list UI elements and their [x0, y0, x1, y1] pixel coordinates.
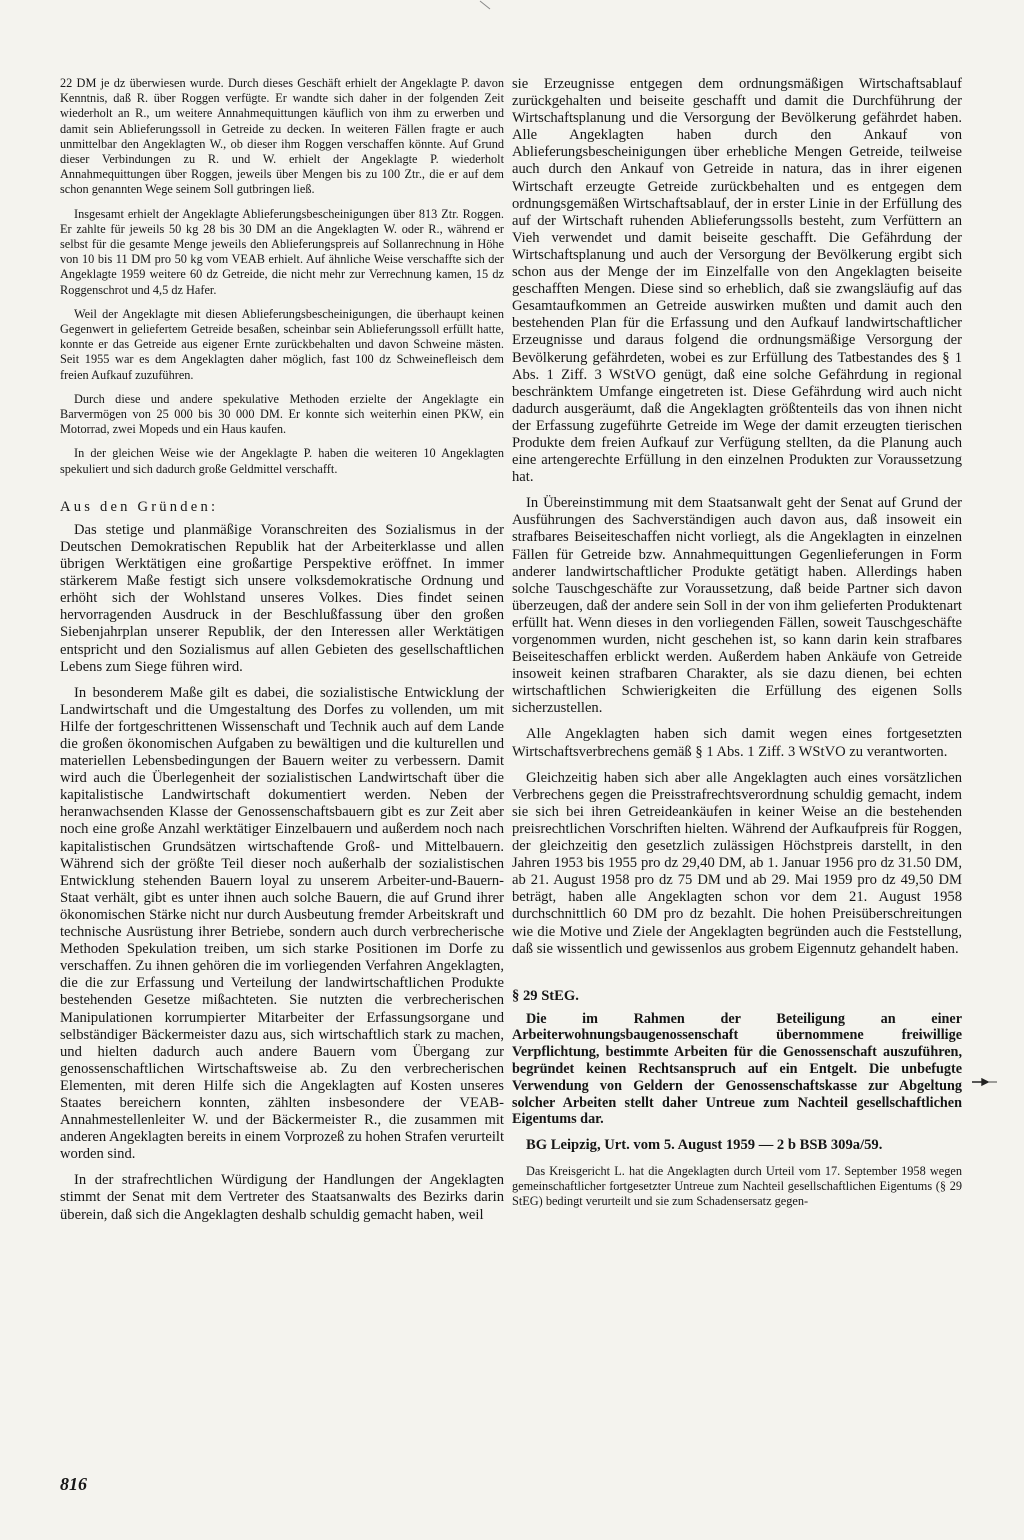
right-column-paragraph: Gleichzeitig haben sich aber alle Angeklagten auch eines vorsätzlichen Verbrechens gegen die Preisstrafrechtsverordnung schuldig gemacht, indem sie sich bei ihren Getreideankäufen in keiner Weise an die bestehenden preisrechtlichen Vorschriften hielten. Während der Aufkaufpreis für Roggen, der gleichzeitig den gesetzlich zulässigen Höchstpreis darstellt, in den Jahren 1953 bis 1955 pro dz 29,40 DM, ab 1. Januar 1956 pro dz 31.50 DM, ab 21. August 1958 pro dz 75 DM und ab 29. Mai 1959 pro dz 49,50 DM beträgt, haben alle Angeklagten schon vor dem 21. August 1958 durchschnittlich 60 DM pro dz bezahlt. Die hohen Preisüberschreitungen wie die Motive und Ziele der Angeklagten begründen auch die Feststellung, daß sie wissentlich und gewissenlos aus grobem Eigennutz gehandelt haben. [512, 769, 962, 957]
margin-arrow-icon [972, 1078, 998, 1088]
law-reference-heading: § 29 StEG. [512, 987, 579, 1004]
left-column-paragraph: Insgesamt erhielt der Angeklagte Ablieferungsbescheinigungen über 813 Ztr. Roggen. Er zahlte für jeweils 50 kg 28 bis 30 DM an die Angeklagten W. oder R., während er selbst für die gesamte Menge jeweils den Ablieferungspreis auf Sollanrechnung in Höhe von 10 bis 11 DM pro 50 kg vom VEAB erhielt. Auf ähnliche Weise verschaffte sich der Angeklagte 1959 weitere 60 dz Getreide, die nicht mehr zur Verrechnung kamen, 15 dz Roggenschrot und 4,5 dz Hafer. [60, 206, 504, 297]
right-column-paragraph: sie Erzeugnisse entgegen dem ordnungsmäßigen Wirtschaftsablauf zurückgehalten und beiseite geschafft und damit die Durchführung der Wirtschaftsplanung und die Versorgung der Bevölkerung gefährdet haben. Alle Angeklagten haben durch den Ankauf von Ablieferungsbescheinigungen über erhebliche Mengen Getreide, teilweise auch durch den Ankauf von Getreide in natura, das in ihrer eigenen Wirtschaft erzeugte Getreide zurückbehalten und es entgegen dem ordnungsgemäßen Wirtschaftsablauf, der in erster Linie in der Erfüllung des auf der Wirtschaft ruhenden Ablieferungssolls besteht, zum Verfüttern an Vieh verwendet und damit beiseite geschafft. Die Gefährdung der Wirtschaftsplanung und auch der Versorgung der Bevölkerung ergibt sich schon aus der Menge der im Einzelfalle von den Angeklagten beiseite geschafften Mengen. Diese sind so erheblich, daß sie zwangsläufig auf das Gesamtaufkommen an Getreide auswirken mußten und damit auch den bestehenden Plan für die Erfassung und den Aufkauf landwirtschaftlicher Erzeugnisse und daraus folgend die ordnungsmäßige Versorgung der Bevölkerung gefährdeten, wobei es zur Erfüllung des Tatbestandes des § 1 Abs. 1 Ziff. 3 WStVO genügt, daß eine solche Gefährdung in regional beschränktem Umfange eingetreten ist. Diese Gefährdung wird auch nicht dadurch ausgeräumt, daß die Angeklagten größtenteils das von ihnen nicht der Erfassung zugeführte Getreide im Wege der damit erzeugten tierischen Produkte dem freien Aufkauf zur Verfügung stellten, da die Planung auch eine artengerechte Erfüllung in den einzelnen Produkten zur Voraussetzung hat. [512, 76, 962, 486]
left-column-paragraph: 22 DM je dz überwiesen wurde. Durch dieses Geschäft erhielt der Angeklagte P. davon Kenntnis, daß R. über Roggen verfügte. Er wandte sich daher in der folgenden Zeit wiederholt an R., um weitere Annahmequittungen käuflich von ihm zu erwerben und damit sein Ablieferungssoll in Getreide zu decken. In weiteren Fällen fragte er auch unmittelbar den Angeklagten W., ob dieser ihm Roggen verschaffen könnte. Auf Grund dieser Verbindungen zu R. und W. erhielt der Angeklagte P. wiederholt Annahmequittungen über Roggen, jeweils über Mengen bis zu 100 Ztr., die er auf dem schon genannten Wege seinem Soll gutbringen ließ. [60, 76, 504, 197]
left-column-paragraph: Durch diese und andere spekulative Methoden erzielte der Angeklagte ein Barvermögen von 25 000 bis 30 000 DM. Er konnte sich weiterhin einen PKW, ein Motorrad, zwei Mopeds und ein Haus kaufen. [60, 391, 504, 437]
court-citation: BG Leipzig, Urt. vom 5. August 1959 — 2 b BSB 309a/59. [526, 1137, 883, 1154]
page-number: 816 [60, 1474, 87, 1494]
right-column-paragraph: Alle Angeklagten haben sich damit wegen eines fortgesetzten Wirtschaftsverbrechens gemäß § 1 Abs. 1 Ziff. 3 WStVO zu verantworten. [512, 726, 962, 760]
left-column-paragraph: In der strafrechtlichen Würdigung der Handlungen der Angeklagten stimmt der Senat mit dem Vertreter des Staatsanwalts des Bezirks darin überein, daß sich die Angeklagten deshalb schuldig gemacht haben, weil [60, 1172, 504, 1223]
left-column-paragraph: Das stetige und planmäßige Voranschreiten des Sozialismus in der Deutschen Demokratischen Republik hat der Arbeiterklasse und allen übrigen Werktätigen eine großartige Perspektive eröffnet. In immer stärkerem Maße festigt sich unsere volksdemokratische Ordnung und erhöht sich der Wohlstand unseres Volkes. Dies findet seinen hervorragenden Ausdruck in der Beschlußfassung über den großen Siebenjahrplan unserer Republik, der den Interessen aller Werktätigen entspricht und den Sozialismus auf allen Gebieten des gesellschaftlichen Lebens zum Siege führen wird. [60, 521, 504, 675]
scan-mark [478, 0, 492, 10]
left-column-paragraph: In der gleichen Weise wie der Angeklagte P. haben die weiteren 10 Angeklagten spekuliert und sich dadurch große Geldmittel verschafft. [60, 446, 504, 476]
right-column [512, 76, 962, 1218]
right-column-paragraph: In Übereinstimmung mit dem Staatsanwalt geht der Senat auf Grund der Ausführungen des Sachverständigen auch davon aus, daß insoweit ein strafbares Beiseiteschaffen nicht vorliegt, als die Angeklagten in einzelnen Fällen für Getreide bzw. Annahmequittungen Gegenlieferungen in Form anderer landwirtschaftlicher Produkte getätigt haben. Allerdings haben solche Tauschgeschäfte zur Voraussetzung, daß beide Partner sich davon überzeugen, daß der andere sein Soll in der von ihm gelieferten Produktenart erfüllt hat. Wenn dieses in den vorliegenden Fällen, soweit Tauschgeschäfte vorgenommen wurden, nicht geschehen ist, so kann darin kein strafbares Beiseiteschaffen erblickt werden. Außerdem haben Ankäufe von Getreide insoweit keinen strafbaren Charakter, als sie dazu dienen, bei echten wirtschaftlichen Schwierigkeiten die Erfüllung des eigenen Solls sicherzustellen. [512, 495, 962, 717]
left-column-paragraph: Weil der Angeklagte mit diesen Ablieferungsbescheinigungen, die überhaupt keinen Gegenwert in geliefertem Getreide besaßen, scheinbar sein Ablieferungssoll erfüllt hatte, konnte er das Getreide aus eigener Ernte zurückbehalten und davon Schweine mästen. Seit 1955 war es dem Angeklagten daher möglich, fast 100 dz Schweinefleisch dem freien Aufkauf zuzuführen. [60, 306, 504, 382]
section-heading: Aus den Gründen: [60, 498, 219, 515]
left-column-paragraph: In besonderem Maße gilt es dabei, die sozialistische Entwicklung der Landwirtschaft und die Umgestaltung des Dorfes zu vollenden, um mit Hilfe der fortgeschrittenen Wissenschaft und Technik auch auf dem Lande die großen ökonomischen Aufgaben zu bewältigen und die kulturellen und materiellen Lebensbedingungen der Bauern weiter zu verbessern. Damit wird auch die Überlegenheit der sozialistischen Landwirtschaft über die kapitalistische Landwirtschaft dokumentiert werden. Neben der heranwachsenden Klasse der Genossenschaftsbauern gibt es zur Zeit aber noch eine große Anzahl werktätiger Einzelbauern und außerdem noch nach kapitalistischen Grundsätzen wirtschaftende Groß- und Mittelbauern. Während sich der größte Teil dieser noch außerhalb der sozialistischen Entwicklung stehenden Bauern loyal zu unserem Arbeiter-und-Bauern-Staat verhält, gibt es unter ihnen auch solche Bauern, die auf Grund ihrer ökonomischen Stärke nicht nur durch Ausbeutung fremder Arbeitskraft und technische Ausrüstung ihrer Betriebe, sondern auch durch verbrecherische Methoden Spekulation treiben, um sich starke Positionen im Dorfe zu verschaffen. Zu ihnen gehören die im vorliegenden Verfahren Angeklagten, die die zur Erfassung und Verteilung der landwirtschaftlichen Produkte bestehenden Gesetze mißachteten. Sie nutzten die verbrecherischen Manipulationen korrumpierter Mitarbeiter der Erfassungsorgane und selbständiger Bäckermeister dazu aus, sich wirtschaftlich stark zu machen, und hielten dadurch auch andere Bauern vom Übergang zur genossenschaftlichen Wirtschaftsweise ab. Zu den verbrecherischen Elementen, mit deren Hilfe sich die Angeklagten auf Kosten unseres Staates bereichern konnten, zählten insbesondere der VEAB-Annahmestellenleiter W. und der Bäckermeister R., die zusammen mit anderen Angeklagten bereits in einem Vorprozeß zu hohen Strafen verurteilt worden sind. [60, 684, 505, 1163]
headnote-paragraph: Die im Rahmen der Beteiligung an einer Arbeiterwohnungsbaugenossenschaft übernommene freiwillige Verpflichtung, bestimmte Arbeiten für die Genossenschaft auszuführen, begründet keinen Rechtsanspruch auf ein Entgelt. Die unbefugte Verwendung von Geldern der Genossenschaftskasse zur Abgeltung solcher Arbeiten stellt daher Untreue zum Nachteil gesellschaftlichen Eigentums dar. [512, 1010, 962, 1128]
right-column-paragraph: Das Kreisgericht L. hat die Angeklagten durch Urteil vom 17. September 1958 wegen gemeinschaftlicher fortgesetzter Untreue zum Nachteil gesellschaftlichen Eigentums (§ 29 StEG) bedingt verurteilt und sie zum Schadensersatz gegen- [512, 1163, 962, 1209]
left-column [60, 76, 504, 1233]
